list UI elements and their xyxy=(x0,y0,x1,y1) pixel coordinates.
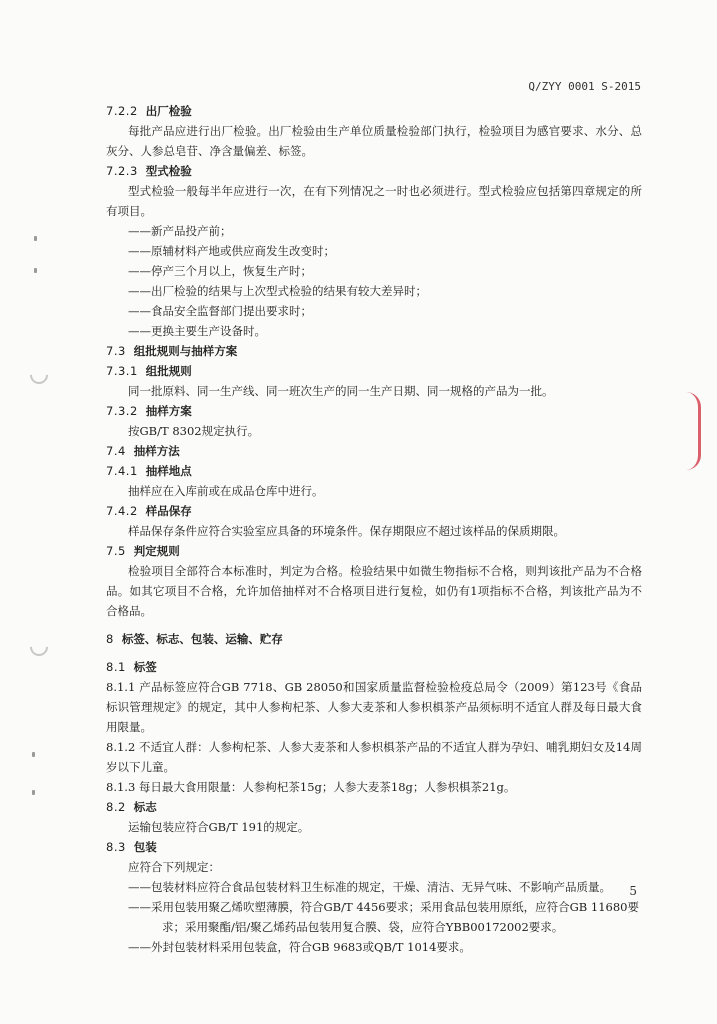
list-item: ——原辅材料产地或供应商发生改变时； xyxy=(128,244,335,258)
document-body xyxy=(106,101,642,957)
paragraph: 检验项目全部符合本标准时，判定为合格。检验结果中如微生物指标不合格，则判该批产品为不合格品。如其它项目不合格，允许加倍抽样对不合格项目进行复检，如仍有1项指标不合格，判该批产品为不合格品。 xyxy=(106,564,642,618)
red-stamp-edge xyxy=(686,392,701,470)
section-title: 标志 xyxy=(133,800,157,814)
section-title: 型式检验 xyxy=(145,164,192,178)
list-item: ——采用包装用聚乙烯吹塑薄膜，符合GB/T 4456要求；采用食品包装用原纸，应符合GB 11680要求；采用聚酯/铝/聚乙烯药品包装用复合膜、袋，应符合YBB00172002要求。 xyxy=(128,900,639,934)
section-number: 8.1 xyxy=(106,660,126,674)
section-title: 组批规则 xyxy=(145,364,192,378)
list-item: ——新产品投产前； xyxy=(128,224,232,238)
section-title: 抽样方案 xyxy=(145,404,192,418)
section-number: 7.3 xyxy=(106,344,126,358)
paragraph: 8.1.1 产品标签应符合GB 7718、GB 28050和国家质量监督检验检疫总局令（2009）第123号《食品标识管理规定》的规定，其中人参枸杞茶、人参大麦茶和人参枳椇茶产品须标明不适宜人群及每日最大食用限量。 xyxy=(106,680,642,734)
section-heading xyxy=(106,657,642,677)
paragraph: 同一批原料、同一生产线、同一班次生产的同一生产日期、同一规格的产品为一批。 xyxy=(128,384,554,398)
paragraph: 8.1.3 每日最大食用限量：人参枸杞茶15g；人参大麦茶18g；人参枳椇茶21g。 xyxy=(106,780,516,794)
scan-speck xyxy=(32,790,35,795)
paragraph: 样品保存条件应符合实验室应具备的环境条件。保存期限应不超过该样品的保质期限。 xyxy=(128,524,565,538)
list-item: ——外封包装材料采用包装盒，符合GB 9683或QB/T 1014要求。 xyxy=(128,940,471,954)
section-number: 8.3 xyxy=(106,840,126,854)
section-title: 抽样方法 xyxy=(133,444,180,458)
punch-hole-mark xyxy=(26,362,51,387)
list-item: ——出厂检验的结果与上次型式检验的结果有较大差异时； xyxy=(128,284,427,298)
paragraph: 运输包装应符合GB/T 191的规定。 xyxy=(128,820,310,834)
section-heading xyxy=(106,541,642,561)
punch-hole-mark xyxy=(26,634,51,659)
section-number: 8.2 xyxy=(106,800,126,814)
section-heading xyxy=(106,341,642,361)
section-number: 7.3.1 xyxy=(106,364,138,378)
scan-speck xyxy=(34,236,37,241)
scan-speck xyxy=(34,268,37,273)
section-number: 8 xyxy=(106,632,114,646)
paragraph: 8.1.2 不适宜人群：人参枸杞茶、人参大麦茶和人参枳椇茶产品的不适宜人群为孕妇、哺乳期妇女及14周岁以下儿童。 xyxy=(106,740,642,774)
section-heading xyxy=(106,461,642,481)
section-heading xyxy=(106,797,642,817)
paragraph: 型式检验一般每半年应进行一次，在有下列情况之一时也必须进行。型式检验应包括第四章规定的所有项目。 xyxy=(106,184,642,218)
list-item: ——停产三个月以上，恢复生产时； xyxy=(128,264,312,278)
standard-number: Q/ZYY 0001 S-2015 xyxy=(528,80,641,93)
section-number: 7.4.1 xyxy=(106,464,138,478)
section-number: 7.5 xyxy=(106,544,126,558)
section-heading xyxy=(106,401,642,421)
section-title: 标签、标志、包装、运输、贮存 xyxy=(121,632,283,646)
section-heading xyxy=(106,837,642,857)
section-title: 标签 xyxy=(133,660,157,674)
section-heading xyxy=(106,101,642,121)
section-number: 7.2.3 xyxy=(106,164,138,178)
section-number: 7.4 xyxy=(106,444,126,458)
section-title: 组批规则与抽样方案 xyxy=(133,344,238,358)
section-heading xyxy=(106,441,642,461)
section-number: 7.3.2 xyxy=(106,404,138,418)
section-number: 7.4.2 xyxy=(106,504,138,518)
section-title: 样品保存 xyxy=(145,504,192,518)
section-title: 判定规则 xyxy=(133,544,180,558)
page-number: 5 xyxy=(629,884,637,898)
section-title: 抽样地点 xyxy=(145,464,192,478)
scan-speck xyxy=(32,752,35,757)
section-heading xyxy=(106,501,642,521)
paragraph: 抽样应在入库前或在成品仓库中进行。 xyxy=(128,484,324,498)
list-item: ——更换主要生产设备时。 xyxy=(128,324,266,338)
section-title: 包装 xyxy=(133,840,157,854)
section-title: 出厂检验 xyxy=(145,104,192,118)
paragraph: 按GB/T 8302规定执行。 xyxy=(128,424,260,438)
section-heading xyxy=(106,161,642,181)
section-number: 7.2.2 xyxy=(106,104,138,118)
section-heading xyxy=(106,361,642,381)
paragraph: 每批产品应进行出厂检验。出厂检验由生产单位质量检验部门执行，检验项目为感官要求、水分、总灰分、人参总皂苷、净含量偏差、标签。 xyxy=(106,124,642,158)
list-item: ——食品安全监督部门提出要求时； xyxy=(128,304,312,318)
chapter-heading xyxy=(106,629,642,649)
list-item: ——包装材料应符合食品包装材料卫生标准的规定，干燥、清洁、无异气味、不影响产品质量。 xyxy=(128,880,611,894)
paragraph: 应符合下列规定： xyxy=(128,860,220,874)
